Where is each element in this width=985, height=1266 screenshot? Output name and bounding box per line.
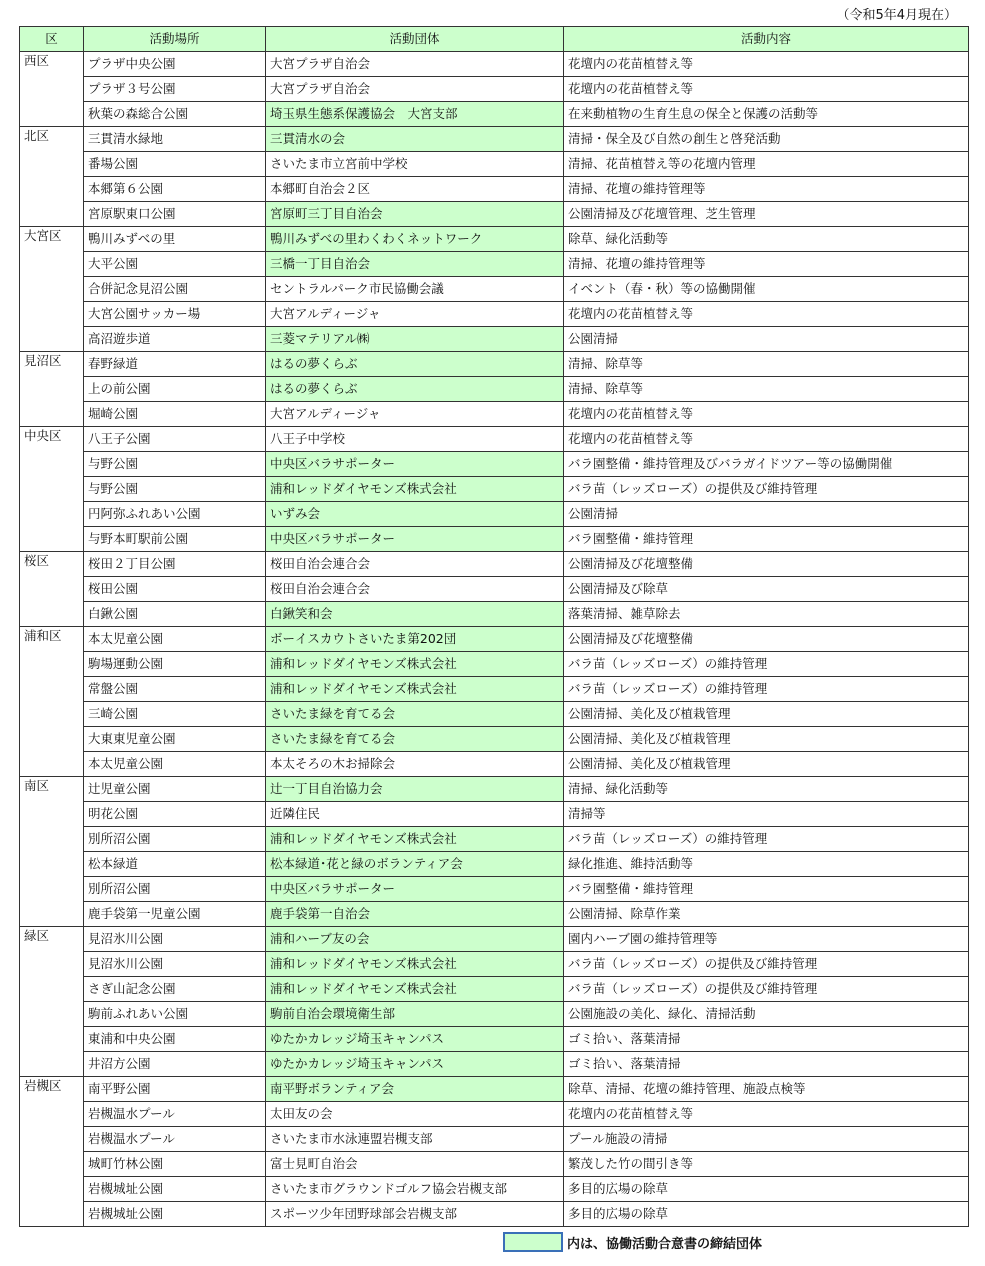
table-row (20, 352, 969, 377)
place-cell: 駒場運動公園 (84, 652, 266, 677)
activity-cell: バラ苗（レッズローズ）の提供及び維持管理 (564, 977, 969, 1002)
place-cell: 別所沼公園 (84, 827, 266, 852)
place-cell: 大東東児童公園 (84, 727, 266, 752)
header-place: 活動場所 (84, 27, 266, 52)
table-row (20, 552, 969, 577)
group-cell: 本郷町自治会２区 (266, 177, 564, 202)
table-row (20, 602, 969, 627)
place-cell: 松本緑道 (84, 852, 266, 877)
activity-cell: 花壇内の花苗植替え等 (564, 52, 969, 77)
activity-cell: 清掃・保全及び自然の創生と啓発活動 (564, 127, 969, 152)
activity-cell: 花壇内の花苗植替え等 (564, 402, 969, 427)
table-row (20, 277, 969, 302)
group-cell: 中央区バラサポーター (266, 452, 564, 477)
group-cell: 鴨川みずべの里わくわくネットワーク (266, 227, 564, 252)
legend-swatch (503, 1232, 563, 1252)
group-cell: 埼玉県生態系保護協会 大宮支部 (266, 102, 564, 127)
group-cell: 浦和レッドダイヤモンズ株式会社 (266, 977, 564, 1002)
group-cell: 辻一丁目自治協力会 (266, 777, 564, 802)
group-cell: 宮原町三丁目自治会 (266, 202, 564, 227)
table-row (20, 327, 969, 352)
activity-cell: 清掃、花苗植替え等の花壇内管理 (564, 152, 969, 177)
place-cell: 岩槻温水プール (84, 1127, 266, 1152)
place-cell: 別所沼公園 (84, 877, 266, 902)
table-row (20, 302, 969, 327)
table-row (20, 227, 969, 252)
table-row (20, 377, 969, 402)
place-cell: 鴨川みずべの里 (84, 227, 266, 252)
activity-cell: バラ苗（レッズローズ）の維持管理 (564, 652, 969, 677)
activity-cell: 公園清掃及び花壇整備 (564, 627, 969, 652)
table-row (20, 1077, 969, 1102)
group-cell: 浦和レッドダイヤモンズ株式会社 (266, 677, 564, 702)
table-row (20, 1152, 969, 1177)
place-cell: 三貫清水緑地 (84, 127, 266, 152)
activity-cell: 公園清掃、除草作業 (564, 902, 969, 927)
place-cell: 明花公園 (84, 802, 266, 827)
table-row (20, 427, 969, 452)
activity-cell: 清掃、除草等 (564, 377, 969, 402)
place-cell: 井沼方公園 (84, 1052, 266, 1077)
activity-cell: ゴミ拾い、落葉清掃 (564, 1052, 969, 1077)
activity-cell: 花壇内の花苗植替え等 (564, 427, 969, 452)
ward-cell: 北区 (20, 127, 84, 227)
place-cell: 岩槻城址公園 (84, 1177, 266, 1202)
group-cell: 本太そろの木お掃除会 (266, 752, 564, 777)
group-cell: ボーイスカウトさいたま第202団 (266, 627, 564, 652)
group-cell: セントラルパーク市民協働会議 (266, 277, 564, 302)
activity-cell: バラ苗（レッズローズ）の維持管理 (564, 827, 969, 852)
group-cell: 中央区バラサポーター (266, 527, 564, 552)
table-row (20, 627, 969, 652)
table-row (20, 77, 969, 102)
table-row (20, 1027, 969, 1052)
group-cell: 中央区バラサポーター (266, 877, 564, 902)
place-cell: さぎ山記念公園 (84, 977, 266, 1002)
ward-cell: 緑区 (20, 927, 84, 1077)
group-cell: いずみ会 (266, 502, 564, 527)
activity-cell: 除草、清掃、花壇の維持管理、施設点検等 (564, 1077, 969, 1102)
group-cell: 桜田自治会連合会 (266, 552, 564, 577)
activity-cell: 公園清掃 (564, 502, 969, 527)
table-row (20, 477, 969, 502)
activity-cell: 清掃、除草等 (564, 352, 969, 377)
group-cell: 浦和レッドダイヤモンズ株式会社 (266, 952, 564, 977)
table-row (20, 527, 969, 552)
activity-cell: 多目的広場の除草 (564, 1202, 969, 1227)
group-cell: はるの夢くらぶ (266, 352, 564, 377)
activity-table (19, 26, 969, 1227)
group-cell: 八王子中学校 (266, 427, 564, 452)
activity-cell: 清掃、緑化活動等 (564, 777, 969, 802)
table-row (20, 752, 969, 777)
ward-cell: 浦和区 (20, 627, 84, 777)
place-cell: 八王子公園 (84, 427, 266, 452)
table-row (20, 52, 969, 77)
table-row (20, 727, 969, 752)
place-cell: プラザ３号公園 (84, 77, 266, 102)
activity-cell: バラ苗（レッズローズ）の提供及び維持管理 (564, 952, 969, 977)
place-cell: プラザ中央公園 (84, 52, 266, 77)
table-row (20, 452, 969, 477)
table-row (20, 802, 969, 827)
ward-cell: 桜区 (20, 552, 84, 627)
table-row (20, 1102, 969, 1127)
table-row (20, 402, 969, 427)
table-row (20, 127, 969, 152)
legend-text: 内は、協働活動合意書の締結団体 (567, 1236, 763, 1252)
table-row (20, 1127, 969, 1152)
activity-cell: 園内ハーブ園の維持管理等 (564, 927, 969, 952)
header-row (20, 27, 969, 52)
table-row (20, 902, 969, 927)
header-activity: 活動内容 (564, 27, 969, 52)
table-row (20, 177, 969, 202)
place-cell: 白鍬公園 (84, 602, 266, 627)
activity-cell: 公園清掃、美化及び植栽管理 (564, 702, 969, 727)
place-cell: 本太児童公園 (84, 627, 266, 652)
group-cell: 白鍬笑和会 (266, 602, 564, 627)
activity-cell: 清掃等 (564, 802, 969, 827)
header-group: 活動団体 (266, 27, 564, 52)
ward-cell: 西区 (20, 52, 84, 127)
legend (503, 1232, 762, 1252)
group-cell: さいたま緑を育てる会 (266, 727, 564, 752)
table-row (20, 202, 969, 227)
group-cell: 鹿手袋第一自治会 (266, 902, 564, 927)
ward-cell: 大宮区 (20, 227, 84, 352)
place-cell: 合併記念見沼公園 (84, 277, 266, 302)
table-row (20, 1177, 969, 1202)
table-row (20, 927, 969, 952)
place-cell: 桜田２丁目公園 (84, 552, 266, 577)
ward-cell: 中央区 (20, 427, 84, 552)
table-row (20, 777, 969, 802)
place-cell: 駒前ふれあい公園 (84, 1002, 266, 1027)
place-cell: 岩槻温水プール (84, 1102, 266, 1127)
place-cell: 円阿弥ふれあい公園 (84, 502, 266, 527)
place-cell: 常盤公園 (84, 677, 266, 702)
group-cell: 大宮プラザ自治会 (266, 52, 564, 77)
place-cell: 南平野公園 (84, 1077, 266, 1102)
place-cell: 辻児童公園 (84, 777, 266, 802)
place-cell: 与野公園 (84, 477, 266, 502)
activity-cell: バラ園整備・維持管理及びバラガイドツアー等の協働開催 (564, 452, 969, 477)
table-body (20, 52, 969, 1227)
group-cell: ゆたかカレッジ埼玉キャンパス (266, 1052, 564, 1077)
group-cell: 大宮アルディージャ (266, 402, 564, 427)
table-row (20, 652, 969, 677)
activity-cell: 清掃、花壇の維持管理等 (564, 252, 969, 277)
ward-cell: 見沼区 (20, 352, 84, 427)
group-cell: 浦和レッドダイヤモンズ株式会社 (266, 827, 564, 852)
activity-cell: 清掃、花壇の維持管理等 (564, 177, 969, 202)
table-row (20, 827, 969, 852)
group-cell: 三橋一丁目自治会 (266, 252, 564, 277)
activity-cell: 多目的広場の除草 (564, 1177, 969, 1202)
place-cell: 大宮公園サッカー場 (84, 302, 266, 327)
group-cell: 大宮プラザ自治会 (266, 77, 564, 102)
group-cell: 三貫清水の会 (266, 127, 564, 152)
table-row (20, 677, 969, 702)
group-cell: はるの夢くらぶ (266, 377, 564, 402)
activity-cell: 花壇内の花苗植替え等 (564, 77, 969, 102)
place-cell: 高沼遊歩道 (84, 327, 266, 352)
group-cell: スポーツ少年団野球部会岩槻支部 (266, 1202, 564, 1227)
place-cell: 上の前公園 (84, 377, 266, 402)
activity-cell: バラ園整備・維持管理 (564, 877, 969, 902)
place-cell: 大平公園 (84, 252, 266, 277)
group-cell: 太田友の会 (266, 1102, 564, 1127)
place-cell: 堀崎公園 (84, 402, 266, 427)
place-cell: 与野本町駅前公園 (84, 527, 266, 552)
place-cell: 岩槻城址公園 (84, 1202, 266, 1227)
group-cell: 浦和レッドダイヤモンズ株式会社 (266, 652, 564, 677)
table-row (20, 852, 969, 877)
place-cell: 見沼氷川公園 (84, 927, 266, 952)
activity-cell: バラ苗（レッズローズ）の維持管理 (564, 677, 969, 702)
activity-cell: 公園清掃及び花壇管理、芝生管理 (564, 202, 969, 227)
place-cell: 本郷第６公園 (84, 177, 266, 202)
group-cell: 富士見町自治会 (266, 1152, 564, 1177)
activity-cell: 花壇内の花苗植替え等 (564, 1102, 969, 1127)
group-cell: さいたま緑を育てる会 (266, 702, 564, 727)
group-cell: 松本緑道･花と緑のボランティア会 (266, 852, 564, 877)
activity-cell: プール施設の清掃 (564, 1127, 969, 1152)
place-cell: 与野公園 (84, 452, 266, 477)
as-of-date: （令和5年4月現在） (836, 8, 957, 23)
place-cell: 鹿手袋第一児童公園 (84, 902, 266, 927)
group-cell: さいたま市グラウンドゴルフ協会岩槻支部 (266, 1177, 564, 1202)
place-cell: 春野緑道 (84, 352, 266, 377)
group-cell: 桜田自治会連合会 (266, 577, 564, 602)
group-cell: さいたま市立宮前中学校 (266, 152, 564, 177)
table-row (20, 702, 969, 727)
table-row (20, 152, 969, 177)
table-row (20, 502, 969, 527)
activity-cell: ゴミ拾い、落葉清掃 (564, 1027, 969, 1052)
group-cell: さいたま市水泳連盟岩槻支部 (266, 1127, 564, 1152)
activity-cell: バラ苗（レッズローズ）の提供及び維持管理 (564, 477, 969, 502)
table-row (20, 1202, 969, 1227)
activity-cell: 在来動植物の生育生息の保全と保護の活動等 (564, 102, 969, 127)
place-cell: 番場公園 (84, 152, 266, 177)
place-cell: 見沼氷川公園 (84, 952, 266, 977)
place-cell: 宮原駅東口公園 (84, 202, 266, 227)
activity-cell: 公園清掃 (564, 327, 969, 352)
activity-cell: イベント（春・秋）等の協働開催 (564, 277, 969, 302)
group-cell: 浦和レッドダイヤモンズ株式会社 (266, 477, 564, 502)
activity-cell: 公園清掃及び花壇整備 (564, 552, 969, 577)
place-cell: 秋葉の森総合公園 (84, 102, 266, 127)
group-cell: 駒前自治会環境衛生部 (266, 1002, 564, 1027)
ward-cell: 南区 (20, 777, 84, 927)
table-row (20, 102, 969, 127)
group-cell: 浦和ハーブ友の会 (266, 927, 564, 952)
activity-cell: 緑化推進、維持活動等 (564, 852, 969, 877)
place-cell: 本太児童公園 (84, 752, 266, 777)
activity-cell: 公園清掃及び除草 (564, 577, 969, 602)
ward-cell: 岩槻区 (20, 1077, 84, 1227)
activity-cell: 繁茂した竹の間引き等 (564, 1152, 969, 1177)
activity-cell: 公園清掃、美化及び植栽管理 (564, 727, 969, 752)
table-row (20, 952, 969, 977)
activity-cell: 公園清掃、美化及び植栽管理 (564, 752, 969, 777)
group-cell: 近隣住民 (266, 802, 564, 827)
place-cell: 桜田公園 (84, 577, 266, 602)
group-cell: ゆたかカレッジ埼玉キャンパス (266, 1027, 564, 1052)
table-row (20, 252, 969, 277)
table-row (20, 977, 969, 1002)
group-cell: 大宮アルディージャ (266, 302, 564, 327)
place-cell: 三崎公園 (84, 702, 266, 727)
activity-cell: バラ園整備・維持管理 (564, 527, 969, 552)
activity-cell: 落葉清掃、雑草除去 (564, 602, 969, 627)
place-cell: 城町竹林公園 (84, 1152, 266, 1177)
group-cell: 三菱マテリアル㈱ (266, 327, 564, 352)
table-row (20, 1052, 969, 1077)
activity-cell: 除草、緑化活動等 (564, 227, 969, 252)
table-row (20, 577, 969, 602)
group-cell: 南平野ボランティア会 (266, 1077, 564, 1102)
place-cell: 東浦和中央公園 (84, 1027, 266, 1052)
activity-cell: 花壇内の花苗植替え等 (564, 302, 969, 327)
table-row (20, 1002, 969, 1027)
table-row (20, 877, 969, 902)
header-ward: 区 (20, 27, 84, 52)
activity-cell: 公園施設の美化、緑化、清掃活動 (564, 1002, 969, 1027)
